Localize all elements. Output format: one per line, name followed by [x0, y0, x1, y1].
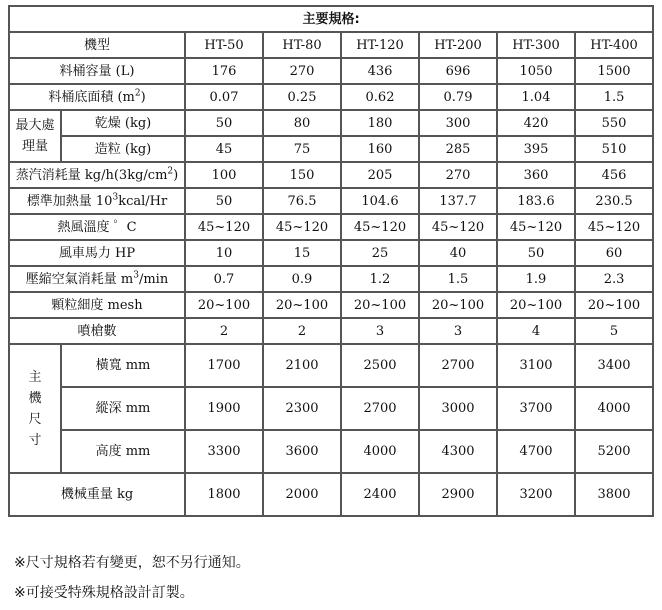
row-label: 機械重量 kg	[9, 473, 185, 516]
value-cell: 100	[185, 162, 263, 188]
value-cell: 45~120	[185, 214, 263, 240]
footnote: ※尺寸規格若有變更，恕不另行通知。	[14, 555, 250, 571]
value-cell: 0.79	[419, 84, 497, 110]
row-label: 蒸汽消耗量 $kg/h(3kg/cm^2)$	[9, 162, 185, 188]
value-cell: 550	[575, 110, 653, 136]
value-cell: 1.2	[341, 266, 419, 292]
table-row	[9, 240, 653, 266]
value-cell: 183.6	[497, 188, 575, 214]
value-cell: 5	[575, 318, 653, 344]
value-cell: 395	[497, 136, 575, 162]
value-cell: 20~100	[185, 292, 263, 318]
value-cell: 1500	[575, 58, 653, 84]
spec-table	[8, 5, 654, 517]
table-row	[9, 387, 653, 430]
value-cell: 4700	[497, 430, 575, 473]
row-label: 風車馬力 HP	[9, 240, 185, 266]
table-row	[9, 188, 653, 214]
value-cell: 40	[419, 240, 497, 266]
value-cell: 285	[419, 136, 497, 162]
value-cell: 420	[497, 110, 575, 136]
value-cell: 2700	[341, 387, 419, 430]
table-row	[9, 292, 653, 318]
value-cell: 1050	[497, 58, 575, 84]
value-cell: 1.9	[497, 266, 575, 292]
model-cell: HT-400	[575, 32, 653, 58]
value-cell: 45~120	[419, 214, 497, 240]
value-cell: 696	[419, 58, 497, 84]
value-cell: 45~120	[497, 214, 575, 240]
value-cell: 360	[497, 162, 575, 188]
value-cell: 2500	[341, 344, 419, 387]
row-label: 熱風溫度 ゜C	[9, 214, 185, 240]
value-cell: 4300	[419, 430, 497, 473]
value-cell: 3100	[497, 344, 575, 387]
value-cell: 20~100	[419, 292, 497, 318]
row-label: 料桶底面積 $(m^2)$	[9, 84, 185, 110]
value-cell: 176	[185, 58, 263, 84]
table-row	[9, 430, 653, 473]
value-cell: 270	[263, 58, 341, 84]
value-cell: 4	[497, 318, 575, 344]
value-cell: 45~120	[575, 214, 653, 240]
value-cell: 1.5	[419, 266, 497, 292]
row-label: 標準加熱量 $10^3kcal/Hr$	[9, 188, 185, 214]
table-row	[9, 214, 653, 240]
row-label: 縱深 mm	[61, 387, 185, 430]
value-cell: 20~100	[497, 292, 575, 318]
value-cell: 10	[185, 240, 263, 266]
value-cell: 150	[263, 162, 341, 188]
value-cell: 1900	[185, 387, 263, 430]
value-cell: 75	[263, 136, 341, 162]
row-label: 乾燥 (kg)	[61, 110, 185, 136]
table-row	[9, 266, 653, 292]
value-cell: 270	[419, 162, 497, 188]
table-row	[9, 344, 653, 387]
value-cell: 510	[575, 136, 653, 162]
model-cell: HT-300	[497, 32, 575, 58]
footnotes	[14, 548, 250, 608]
value-cell: 2300	[263, 387, 341, 430]
row-label: 橫寬 mm	[61, 344, 185, 387]
table-row	[9, 110, 653, 136]
value-cell: 0.62	[341, 84, 419, 110]
value-cell: 25	[341, 240, 419, 266]
value-cell: 2900	[419, 473, 497, 516]
table-row	[9, 162, 653, 188]
value-cell: 1700	[185, 344, 263, 387]
dimensions-group-label: 主 機 尺 寸	[9, 344, 61, 473]
value-cell: 50	[185, 188, 263, 214]
footnote: ※可接受特殊規格設計訂製。	[14, 585, 194, 601]
value-cell: 3000	[419, 387, 497, 430]
value-cell: 137.7	[419, 188, 497, 214]
value-cell: 20~100	[263, 292, 341, 318]
value-cell: 4000	[341, 430, 419, 473]
value-cell: 3700	[497, 387, 575, 430]
value-cell: 0.07	[185, 84, 263, 110]
value-cell: 76.5	[263, 188, 341, 214]
value-cell: 205	[341, 162, 419, 188]
table-title: 主要規格:	[9, 6, 653, 32]
value-cell: 3	[419, 318, 497, 344]
table-row	[9, 84, 653, 110]
value-cell: 1800	[185, 473, 263, 516]
value-cell: 45~120	[341, 214, 419, 240]
value-cell: 180	[341, 110, 419, 136]
max-capacity-group-label: 最大處理量	[9, 110, 61, 162]
value-cell: 3800	[575, 473, 653, 516]
value-cell: 2	[185, 318, 263, 344]
model-cell: HT-80	[263, 32, 341, 58]
model-cell: HT-120	[341, 32, 419, 58]
value-cell: 80	[263, 110, 341, 136]
value-cell: 60	[575, 240, 653, 266]
value-cell: 20~100	[575, 292, 653, 318]
value-cell: 3200	[497, 473, 575, 516]
model-header: 機型	[9, 32, 185, 58]
value-cell: 2	[263, 318, 341, 344]
value-cell: 2700	[419, 344, 497, 387]
value-cell: 456	[575, 162, 653, 188]
value-cell: 0.9	[263, 266, 341, 292]
value-cell: 1.04	[497, 84, 575, 110]
value-cell: 0.7	[185, 266, 263, 292]
model-cell: HT-50	[185, 32, 263, 58]
value-cell: 50	[185, 110, 263, 136]
value-cell: 45	[185, 136, 263, 162]
value-cell: 45~120	[263, 214, 341, 240]
row-label: 高度 mm	[61, 430, 185, 473]
value-cell: 1.5	[575, 84, 653, 110]
value-cell: 50	[497, 240, 575, 266]
row-label: 料桶容量 (L)	[9, 58, 185, 84]
table-row	[9, 473, 653, 516]
value-cell: 2100	[263, 344, 341, 387]
value-cell: 3	[341, 318, 419, 344]
row-label: 顆粒細度 mesh	[9, 292, 185, 318]
value-cell: 15	[263, 240, 341, 266]
value-cell: 4000	[575, 387, 653, 430]
value-cell: 3400	[575, 344, 653, 387]
value-cell: 104.6	[341, 188, 419, 214]
table-row	[9, 136, 653, 162]
value-cell: 20~100	[341, 292, 419, 318]
value-cell: 2000	[263, 473, 341, 516]
model-cell: HT-200	[419, 32, 497, 58]
value-cell: 300	[419, 110, 497, 136]
value-cell: 160	[341, 136, 419, 162]
value-cell: 230.5	[575, 188, 653, 214]
value-cell: 3600	[263, 430, 341, 473]
value-cell: 436	[341, 58, 419, 84]
value-cell: 2.3	[575, 266, 653, 292]
value-cell: 3300	[185, 430, 263, 473]
table-row	[9, 58, 653, 84]
table-row	[9, 32, 653, 58]
row-label: 噴槍數	[9, 318, 185, 344]
value-cell: 5200	[575, 430, 653, 473]
value-cell: 2400	[341, 473, 419, 516]
row-label: 壓縮空氣消耗量 $m^3/\min$	[9, 266, 185, 292]
value-cell: 0.25	[263, 84, 341, 110]
row-label: 造粒 (kg)	[61, 136, 185, 162]
table-row	[9, 318, 653, 344]
